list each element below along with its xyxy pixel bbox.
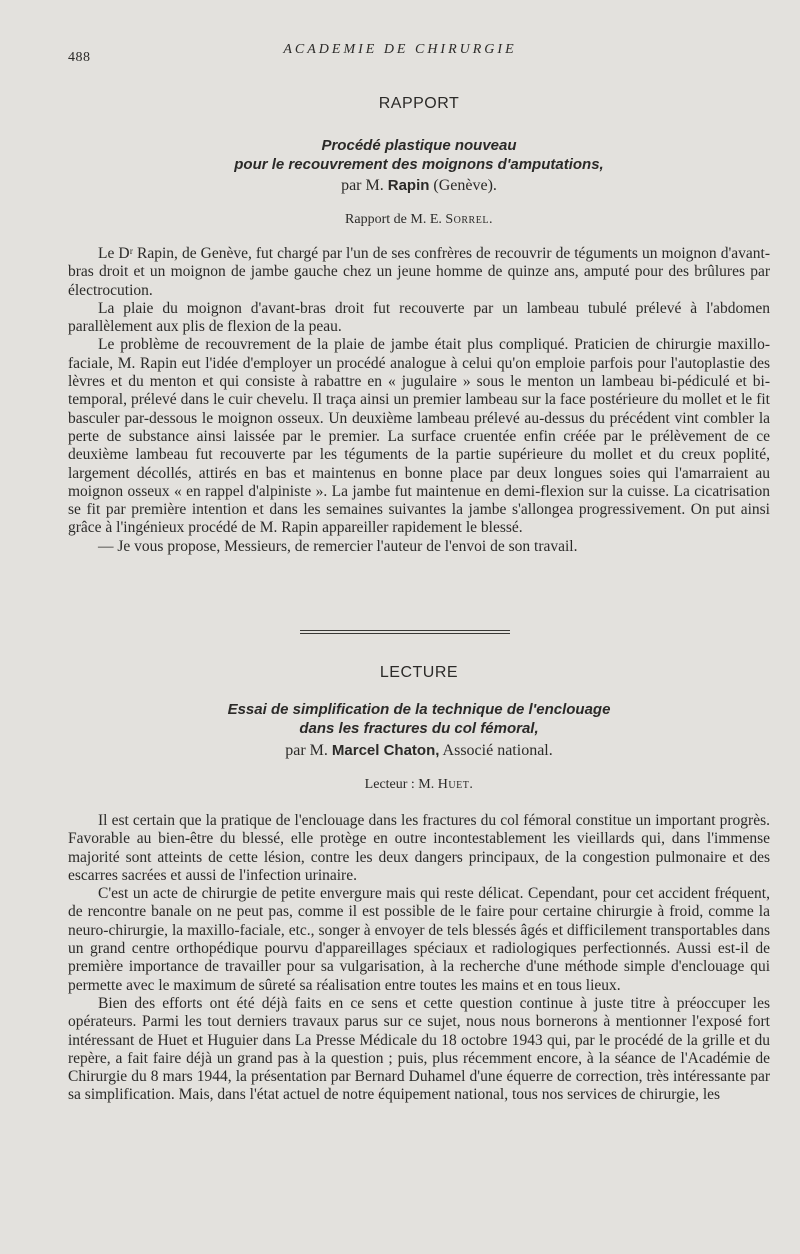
- rapport-paragraph: Le problème de recouvrement de la plaie de jambe était plus compliqué. Praticien de chirurgie maxillo-faciale, M. Rapin eut l'idée d'employer un procédé analogue à celui qu'on emploie parfois pour l'autoplastie des lèvres et du menton et qui consiste à rabattre en « jugulaire » sous le menton un lambeau bi-pédiculé et bi-temporal, prélevé dans le cuir chevelu. Il traça ainsi un premier lambeau sur la face postérieure du mollet et le fit basculer par-dessous le moignon osseux. Un deuxième lambeau prélevé au-dessus du précédent vint combler la perte de substance ainsi laissée par le premier. La surface cruentée enfin créée par le prélèvement de ce deuxième lambeau fut recouverte par les téguments de la partie supérieure du mollet et du creux poplité, largement décollés, attirés en bas et maintenus en bonne place par deux longues soies qui l'amarraient au moignon osseux « en rappel d'alpiniste ». La jambe fut maintenue en demi-flexion sur la cuisse. La cicatrisation se fit par première intention et dans les semaines suivantes la jambe s'allongea progressivement. On put ainsi grâce à l'ingénieux procédé de M. Rapin appareiller rapidement le blessé.: [68, 336, 770, 537]
- rapport-byline: [68, 177, 770, 195]
- lecture-title-line2: dans les fractures du col fémoral,: [299, 720, 539, 737]
- page-number: 488: [68, 50, 91, 65]
- rapport-title: [68, 136, 770, 174]
- lecture-section: [68, 664, 770, 682]
- rapport-heading: RAPPORT: [378, 95, 460, 112]
- lecture-reviewer-prefix: Lecteur : M.: [364, 777, 435, 792]
- rapport-reviewer: [68, 212, 770, 228]
- lecture-byline-prefix: par M.: [285, 742, 328, 759]
- lecture-reviewer-name: Huet.: [437, 777, 474, 792]
- running-head: ACADEMIE DE CHIRURGIE: [283, 42, 517, 57]
- rapport-section: [68, 95, 770, 113]
- rapport-paragraph: Le Dʳ Rapin, de Genève, fut chargé par l'un de ses confrères de recouvrir de téguments un moignon d'avant-bras droit et un moignon de jambe gauche chez un jeune homme de quinze ans, amputé pour des brûlures par électrocution.: [68, 245, 770, 299]
- page-header: [0, 42, 800, 66]
- lecture-body: [68, 812, 770, 1105]
- lecture-title-line1: Essai de simplification de la technique de l'enclouage: [227, 701, 611, 718]
- rapport-title-line1: Procédé plastique nouveau: [321, 137, 517, 154]
- lecture-reviewer: [68, 777, 770, 793]
- rapport-author-name: Rapin: [387, 177, 430, 194]
- rapport-reviewer-name: Sorrel.: [445, 212, 493, 227]
- lecture-byline: [68, 742, 770, 760]
- rapport-paragraph: — Je vous propose, Messieurs, de remercier l'auteur de l'envoi de son travail.: [98, 537, 578, 555]
- lecture-title: [68, 700, 770, 738]
- lecture-paragraph: Bien des efforts ont été déjà faits en ce sens et cette question continue à juste titre à préoccuper les opérateurs. Parmi les tout derniers travaux parus sur ce sujet, nous nous bornerons à mentionner l'exposé fort intéressant de Huet et Huguier dans La Presse Médicale du 18 octobre 1943 qui, par le procédé de la grille et du repère, a fait faire déjà un grand pas à la question ; puis, plus récemment encore, à la séance de l'Académie de Chirurgie du 8 mars 1944, la présentation par Bernard Duhamel d'une équerre de correction, très intéressante par sa simplification. Mais, dans l'état actuel de notre équipement national, tous nos services de chirurgie, les: [68, 994, 770, 1104]
- rapport-reviewer-prefix: Rapport de M. E.: [345, 212, 442, 227]
- rapport-body: [68, 245, 770, 556]
- lecture-paragraph: C'est un acte de chirurgie de petite envergure mais qui reste délicat. Cependant, pour cet accident fréquent, de rencontre banale on ne peut pas, comme il est possible de le faire pour certaine chirurgie à froid, comme la neuro-chirurgie, la maxillo-faciale, etc., songer à envoyer de tels blessés âgés et difficilement transportables dans un grand centre orthopédique pourvu d'appareillages spéciaux et radiologiques perfectionnés. Aussi est-il de première importance de travailler pour sa vulgarisation, à la recherche d'une méthode simple d'enclouage qui permette avec le maximum de sûreté sa réalisation entre toutes les mains et en tous lieux.: [68, 885, 770, 994]
- rapport-paragraph: La plaie du moignon d'avant-bras droit fut recouverte par un lambeau tubulé prélevé à l'abdomen parallèlement aux plis de flexion de la peau.: [68, 299, 770, 336]
- lecture-byline-suffix: Associé national.: [442, 742, 553, 759]
- lecture-paragraph: Il est certain que la pratique de l'enclouage dans les fractures du col fémoral constitue un important progrès. Favorable au bien-être du blessé, elle protège en outre incontestablement les vieillards qui, dans l'immense majorité sont atteints de cette lésion, contre les deux dangers principaux, de la congestion pulmonaire et des escarres sacrées et aussi de l'infection urinaire.: [68, 812, 770, 884]
- rapport-title-line2: pour le recouvrement des moignons d'amputations,: [234, 156, 604, 173]
- lecture-author-name: Marcel Chaton,: [331, 742, 440, 759]
- section-divider: [300, 630, 510, 631]
- rapport-byline-suffix: (Genève).: [433, 177, 497, 194]
- lecture-heading: LECTURE: [379, 664, 459, 681]
- rapport-byline-prefix: par M.: [341, 177, 384, 194]
